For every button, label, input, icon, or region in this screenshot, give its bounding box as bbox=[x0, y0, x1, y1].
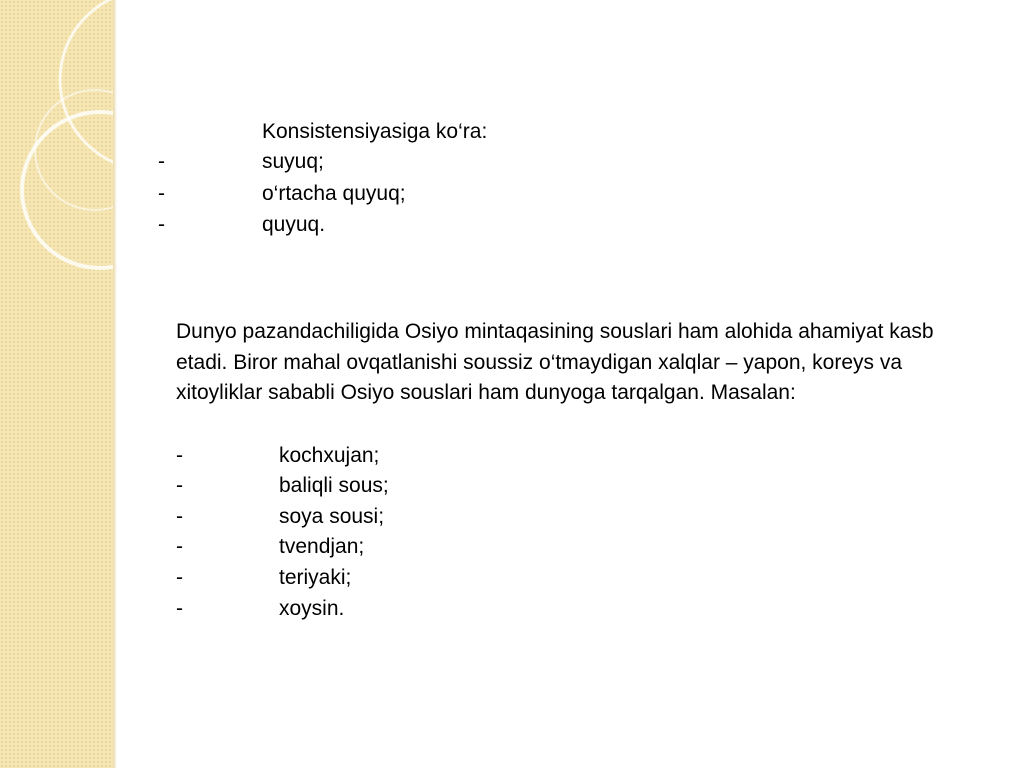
list-dash: - bbox=[176, 597, 183, 620]
decorative-sidebar bbox=[0, 0, 113, 768]
list-dash: - bbox=[158, 182, 165, 205]
list-dash: - bbox=[176, 474, 183, 497]
list-item-text: teriyaki; bbox=[279, 566, 352, 589]
list-item-text: soya sousi; bbox=[279, 505, 385, 528]
list-item-text: suyuq; bbox=[262, 150, 324, 173]
list-item-text: o‘rtacha quyuq; bbox=[262, 182, 406, 205]
decorative-circle-large bbox=[60, 0, 113, 170]
decorative-circles bbox=[0, 0, 113, 768]
list-item-text: quyuq. bbox=[262, 213, 326, 236]
decorative-circle-medium bbox=[22, 112, 113, 268]
decorative-circle-inner bbox=[35, 90, 113, 210]
list-dash: - bbox=[176, 444, 183, 467]
list-item-text: kochxujan; bbox=[279, 444, 380, 467]
list-dash: - bbox=[176, 566, 183, 589]
list-item-text: baliqli sous; bbox=[279, 474, 389, 497]
list-dash: - bbox=[176, 535, 183, 558]
sidebar-edge bbox=[113, 0, 117, 768]
list-dash: - bbox=[176, 505, 183, 528]
list-dash: - bbox=[158, 150, 165, 173]
list-item-text: tvendjan; bbox=[279, 535, 365, 558]
body-paragraph: Dunyo pazandachiligida Osiyo mintaqasining souslari ham alohida ahamiyat kasb etadi. Biror mahal ovqatlanishi soussiz o‘tmaydigan xalqlar – yapon, koreys va xitoyliklar sababli Osiyo souslari ham dunyoga tarqalgan. Masalan: bbox=[176, 320, 934, 404]
list1-heading: Konsistensiyasiga ko‘ra: bbox=[262, 120, 488, 143]
list-dash: - bbox=[158, 213, 165, 236]
list-item-text: xoysin. bbox=[279, 597, 345, 620]
